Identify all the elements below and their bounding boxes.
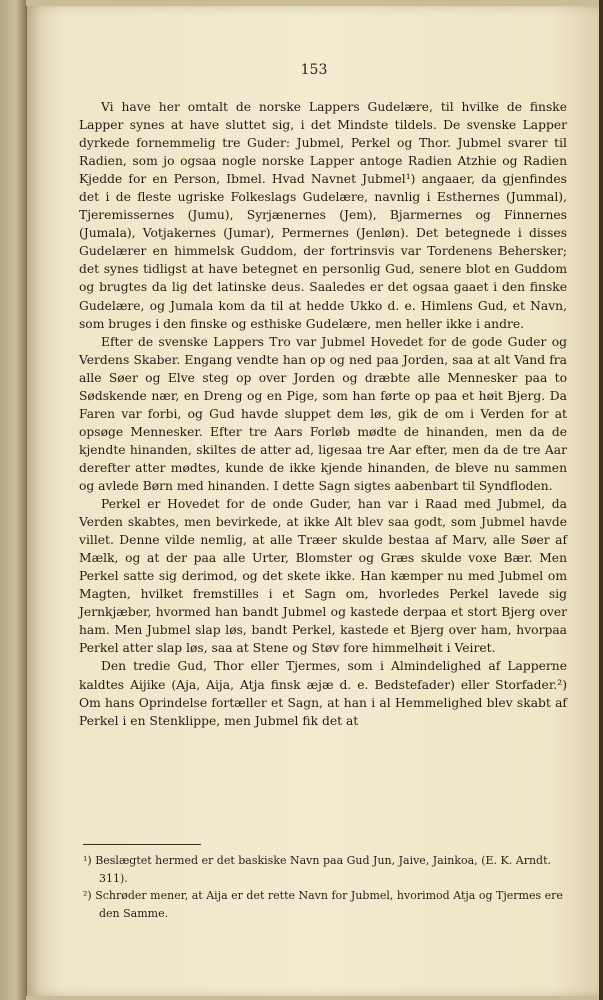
page-number: 153 xyxy=(300,62,328,78)
paragraph: Den tredie Gud, Thor eller Tjermes, som i Almindelighed af Lapperne kaldtes Aijike (Aja, Aija, Atja finsk æjæ d. e. Bedstefader) eller Storfader.²) Om hans Oprindelse fortæller et Sagn, at han i al Hemmelighed blev skabt af Perkel i en Stenklippe, men Jubmel fik det at xyxy=(79,659,567,728)
body-text xyxy=(79,98,567,730)
paragraph: Vi have her omtalt de norske Lappers Gudelære, til hvilke de finske Lapper synes at have sluttet sig, i det Mindste tildels. De svenske Lapper dyrkede fornemmelig tre Guder: Jubmel, Perkel og Thor. Jubmel svarer til Radien, som jo ogsaa nogle norske Lapper antoge Radien Atzhie og Radien Kjedde for en Person, Ibmel. Hvad Navnet Jubmel¹) angaaer, da gjenfindes det i de fleste ugriske Folkeslags Gudelære, navnlig i Esthernes (Jummal), Tjeremissernes (Jumu), Syrjænernes (Jem), Bjarmernes og Finnernes (Jumala), Votjakernes (Jumar), Permernes (Jenløn). Det betegnede i disses Gudelærer en himmelsk Guddom, der fortrinsvis var Tordenens Behersker; det synes tidligst at have betegnet en personlig Gud, senere blot en Guddom og brugtes da lig det latinske deus. Saaledes er det ogsaa gaaet i den finske Gudelære, og Jumala kom da til at hedde Ukko d. e. Himlens Gud, et Navn, som bruges i den finske og esthiske Gudelære, men heller ikke i andre. xyxy=(79,100,567,331)
page-edge-shadow xyxy=(599,0,603,1000)
footnote: ¹) Beslægtet hermed er det baskiske Navn paa Gud Jun, Jaive, Jainkoa, (E. K. Arndt. 311). xyxy=(83,854,551,885)
paragraph: Efter de svenske Lappers Tro var Jubmel Hovedet for de gode Guder og Verdens Skaber. Engang vendte han op og ned paa Jorden, saa at alt Vand fra alle Søer og Elve steg op over Jorden og dræbte alle Mennesker paa to Sødskende nær, en Dreng og en Pige, som han førte op paa et høit Bjerg. Da Faren var forbi, og Gud havde sluppet dem løs, gik de om i Verden for at opsøge Mennesker. Efter tre Aars Forløb mødte de hinanden, men da de kjendte hinanden, skiltes de atter ad, ligesaa tre Aar efter, men da de tre Aar derefter atter mødtes, kunde de ikke kjende hinanden, de bleve nu sammen og avlede Børn med hinanden. I dette Sagn sigtes aabenbart til Syndfloden. xyxy=(79,334,567,493)
footnote-divider xyxy=(83,844,201,845)
footnote: ²) Schrøder mener, at Aija er det rette Navn for Jubmel, hvorimod Atja og Tjermes ere den Samme. xyxy=(83,889,563,920)
paragraph: Perkel er Hovedet for de onde Guder, han var i Raad med Jubmel, da Verden skabtes, men bevirkede, at ikke Alt blev saa godt, som Jubmel havde villet. Denne vilde nemlig, at alle Træer skulde bestaa af Marv, alle Søer af Mælk, og at der paa alle Urter, Blomster og Græs skulde voxe Bær. Men Perkel satte sig derimod, og det skete ikke. Han kæmper nu med Jubmel om Magten, hvilket fremstilles i et Sagn om, hvorledes Perkel lavede sig Jernkjæber, hvormed han bandt Jubmel og kastede derpaa et stort Bjerg over ham. Men Jubmel slap løs, bandt Perkel, kastede et Bjerg over ham, hvorpaa Perkel atter slap løs, saa at Stene og Støv fore himmelhøit i Veiret. xyxy=(79,497,567,656)
footnotes xyxy=(83,852,567,922)
previous-page-edge xyxy=(0,0,26,1000)
book-page xyxy=(26,6,601,996)
